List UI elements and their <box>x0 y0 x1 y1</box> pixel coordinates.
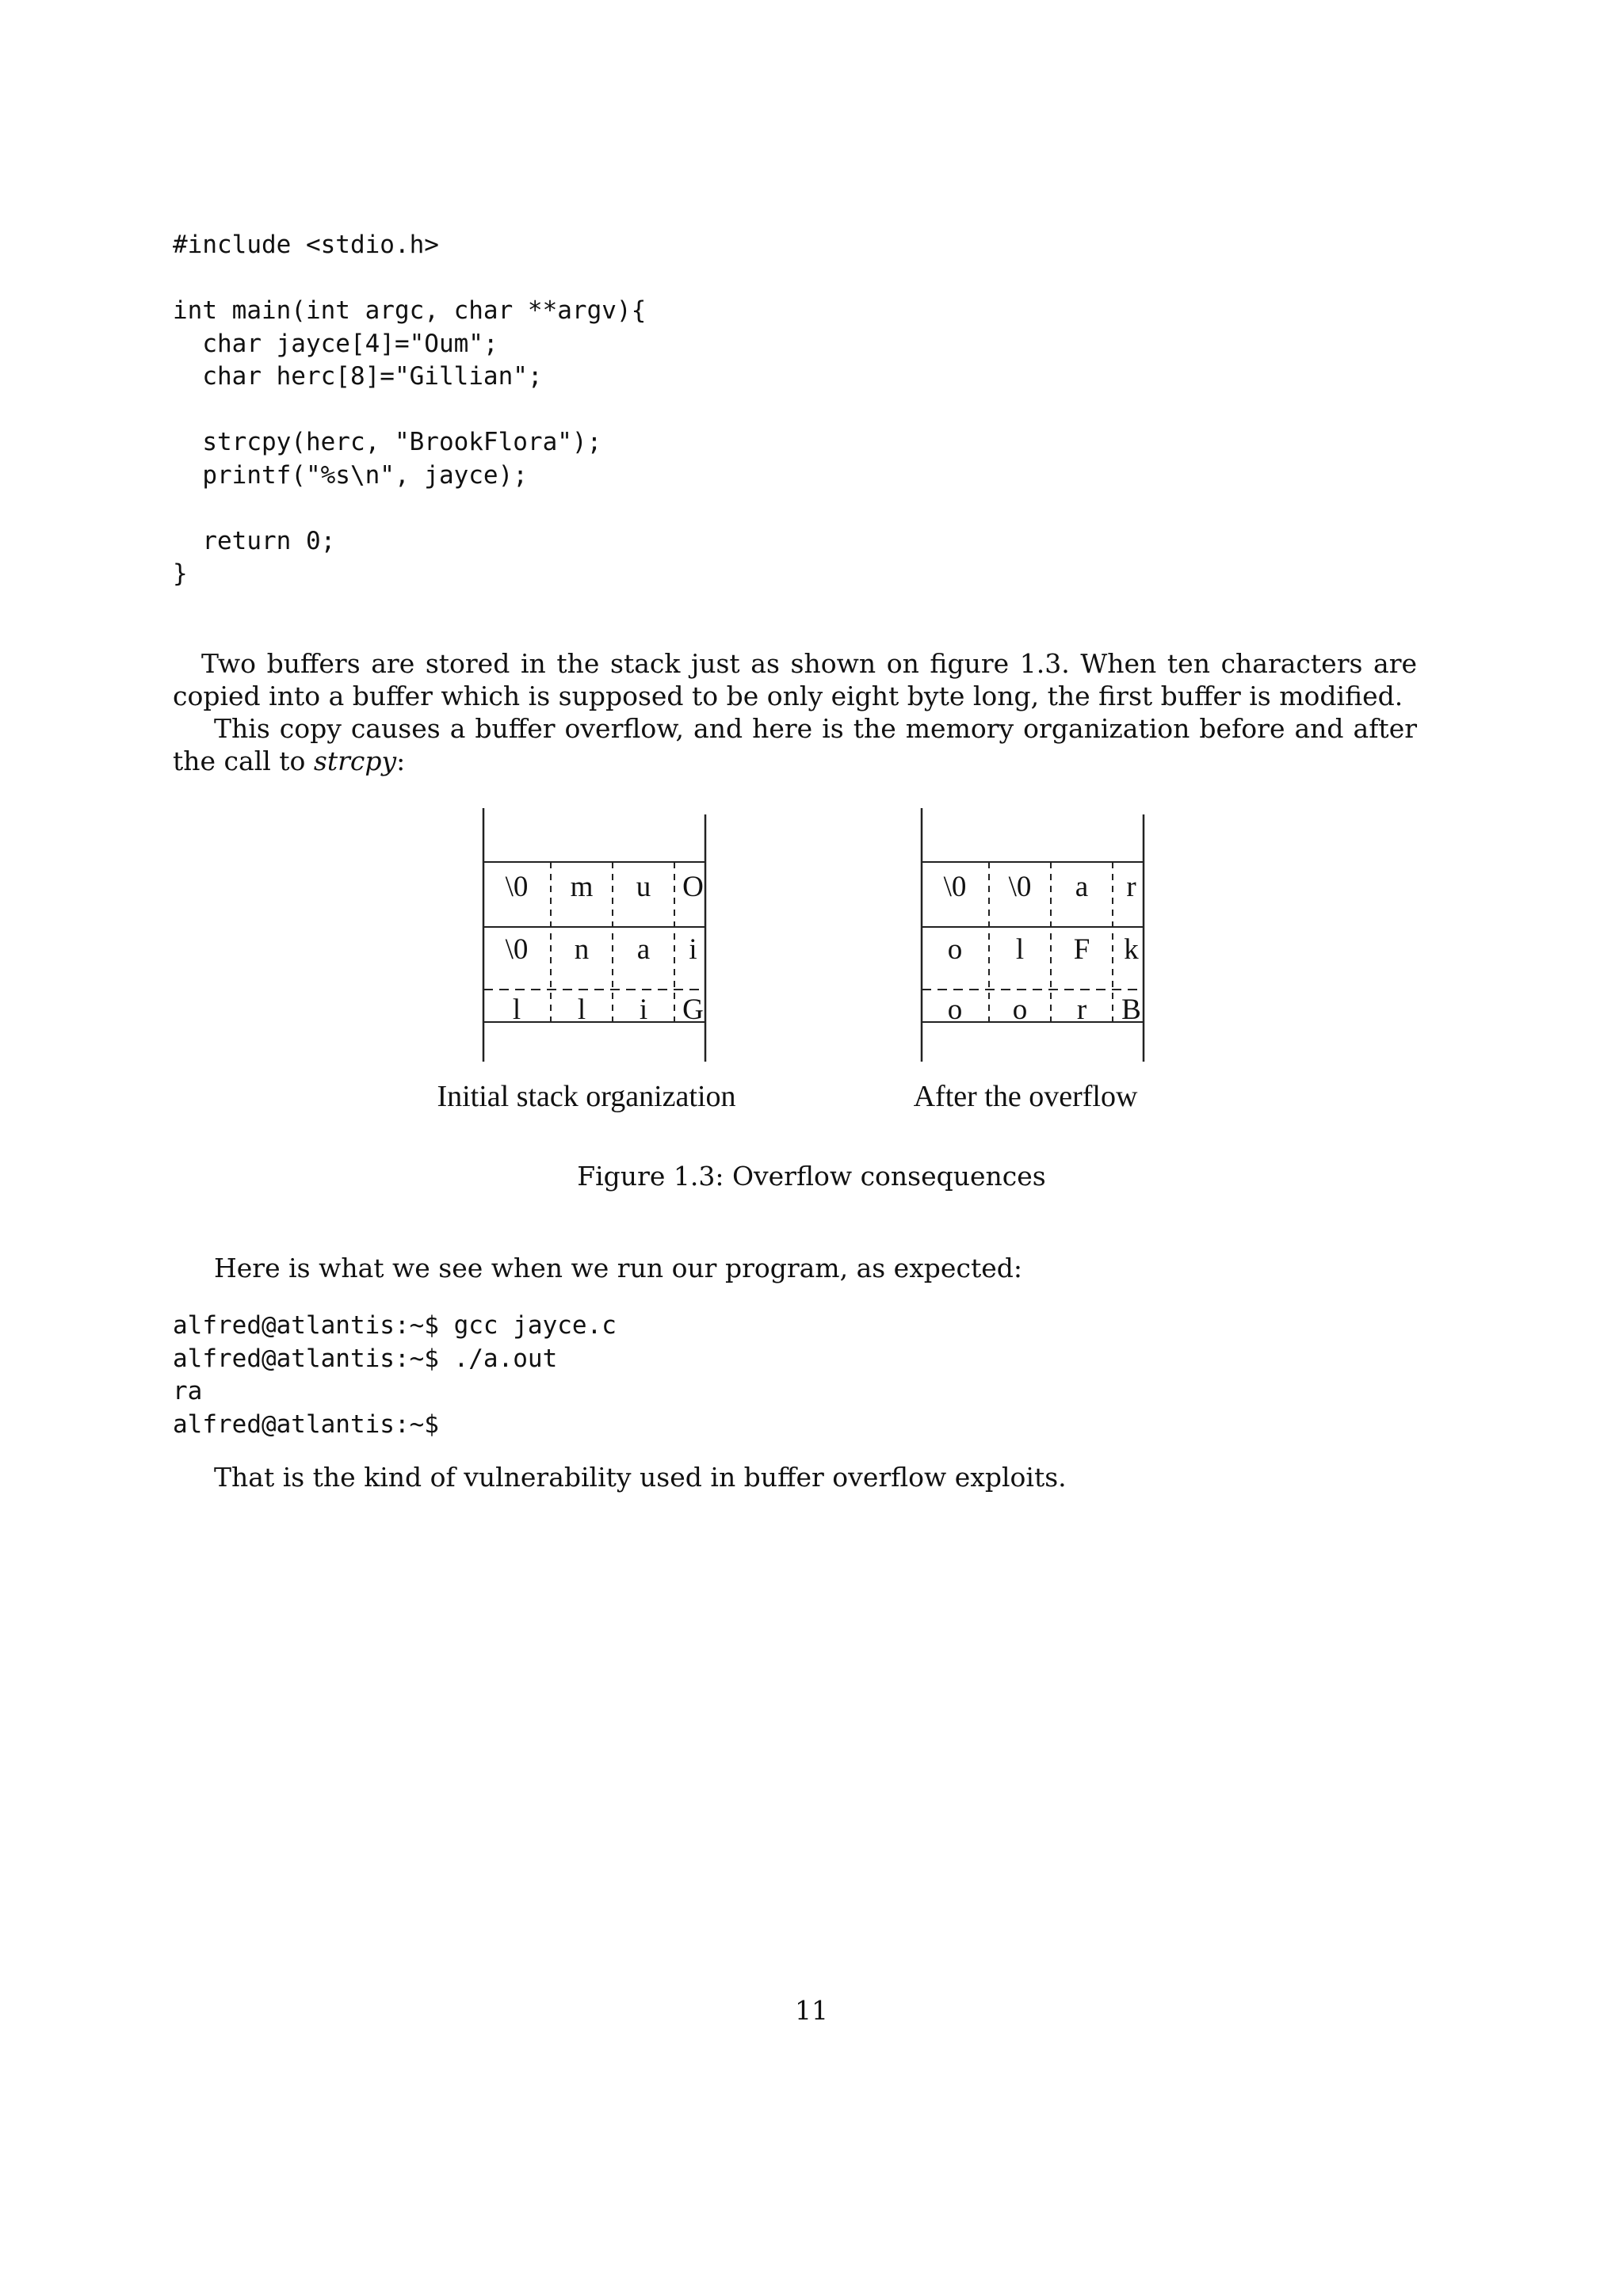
paragraph-2-end: : <box>396 746 406 776</box>
after-stack-cell: o <box>1012 994 1028 1026</box>
code-line: printf("%s\n", jayce); <box>173 460 528 490</box>
code-line: return 0; <box>173 526 336 555</box>
before-stack-cell: i <box>639 994 648 1026</box>
stack-diagram-before-graphic <box>456 808 717 1062</box>
code-line: char herc[8]="Gillian"; <box>173 362 543 391</box>
after-stack-cell: r <box>1076 994 1087 1026</box>
code-line: #include <stdio.h> <box>173 231 439 259</box>
paragraph-3-text: Here is what we see when we run our program, as expected: <box>214 1253 1022 1283</box>
before-stack-cell: O <box>682 871 704 903</box>
code-listing <box>173 229 646 591</box>
before-stack-cell: m <box>570 871 594 903</box>
stack-diagram-after <box>894 808 1155 1062</box>
before-stack-cell: \0 <box>505 871 529 903</box>
stack-diagram-after-caption: After the overflow <box>913 1080 1138 1113</box>
before-stack-cell: l <box>512 994 521 1026</box>
paragraph-2-text: This copy causes a buffer overflow, and here is the memory organization before and after the call to <box>173 713 1417 776</box>
after-stack-cell: a <box>1075 871 1089 903</box>
paragraph-2 <box>173 712 1417 777</box>
after-stack-cell: k <box>1124 933 1139 966</box>
after-stack-cell: \0 <box>943 871 967 903</box>
terminal-line: alfred@atlantis:~$ gcc jayce.c <box>173 1311 617 1340</box>
paragraph-3 <box>173 1252 1417 1284</box>
stack-diagram-after-graphic <box>894 808 1155 1062</box>
paragraph-intro <box>173 647 1417 777</box>
after-stack-cell: B <box>1121 994 1141 1026</box>
paragraph-4-text: That is the kind of vulnerability used in buffer overflow exploits. <box>214 1462 1067 1493</box>
after-stack-cell: F <box>1073 933 1090 966</box>
after-stack-cell: o <box>947 994 963 1026</box>
terminal-output <box>173 1310 617 1441</box>
stack-diagram-before <box>456 808 717 1062</box>
code-line: int main(int argc, char **argv){ <box>173 296 647 325</box>
paragraph-4 <box>173 1461 1417 1493</box>
before-stack-cell: i <box>689 933 697 966</box>
code-line: } <box>173 559 188 588</box>
after-stack-cell: \0 <box>1008 871 1032 903</box>
before-stack-cell: u <box>636 871 651 903</box>
before-stack-cell: l <box>577 994 586 1026</box>
terminal-line: alfred@atlantis:~$ ./a.out <box>173 1344 558 1373</box>
page-number: 11 <box>795 1995 828 2026</box>
code-line: strcpy(herc, "BrookFlora"); <box>173 428 602 456</box>
before-stack-cell: G <box>682 994 704 1026</box>
stack-diagram-before-caption: Initial stack organization <box>437 1080 736 1113</box>
after-stack-cell: l <box>1015 933 1025 966</box>
figure-caption: Figure 1.3: Overflow consequences <box>577 1161 1046 1192</box>
after-stack-cell: o <box>947 933 963 966</box>
before-stack-cell: n <box>574 933 590 966</box>
terminal-line: alfred@atlantis:~$ <box>173 1409 439 1439</box>
terminal-line: ra <box>173 1377 203 1405</box>
before-stack-cell: a <box>636 933 651 966</box>
strcpy-function-name: strcpy <box>313 746 397 776</box>
before-stack-cell: \0 <box>505 933 529 966</box>
code-line: char jayce[4]="Oum"; <box>173 329 498 358</box>
after-stack-cell: r <box>1126 871 1136 903</box>
paragraph-1-text: Two buffers are stored in the stack just as shown on figure 1.3. When ten characters are copied into a buffer which is supposed to be only eight byte long, the first buffer is modified. <box>173 648 1417 711</box>
